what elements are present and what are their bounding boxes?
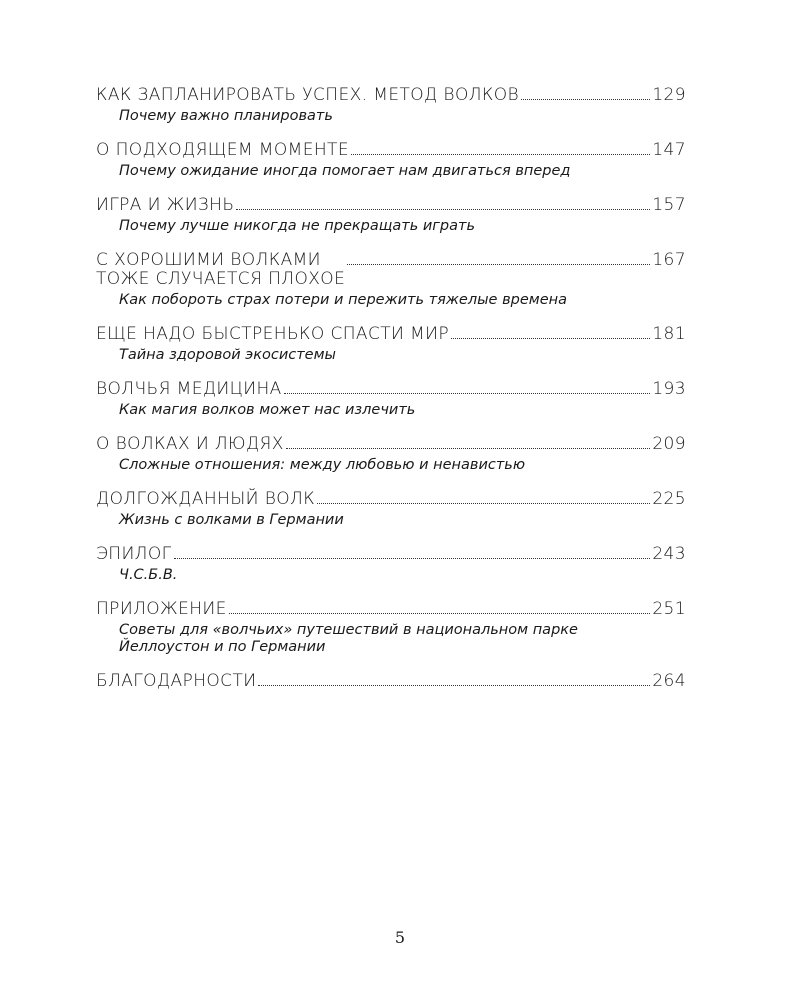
- toc-entry-title: БЛАГОДАРНОСТИ: [96, 671, 257, 691]
- toc-entry-line: [96, 672, 686, 691]
- toc-entry-line: [96, 86, 686, 105]
- toc-entry-line: [96, 196, 686, 215]
- toc-entry-subtitle: Жизнь с волками в Германии: [119, 512, 344, 528]
- toc-entry-line: [96, 435, 686, 454]
- toc-page-number: 181: [652, 324, 686, 344]
- toc-entry-title: О ВОЛКАХ И ЛЮДЯХ: [96, 434, 284, 454]
- toc-entry-subtitle: Как побороть страх потери и пережить тяжелые времена: [119, 292, 567, 308]
- toc-entry: [96, 86, 686, 125]
- toc-page-number: 209: [652, 434, 686, 454]
- dot-leader: [236, 209, 650, 210]
- toc-entry-line: [96, 380, 686, 399]
- toc-entry-title: ЕЩЕ НАДО БЫСТРЕНЬКО СПАСТИ МИР: [96, 324, 450, 344]
- dot-leader: [229, 613, 651, 614]
- toc-entry: [96, 141, 686, 180]
- toc-entry-title: ИГРА И ЖИЗНЬ: [96, 195, 235, 215]
- toc-entry: [96, 545, 686, 584]
- toc-entry-line: [96, 490, 686, 509]
- toc-page-number: 147: [652, 140, 686, 160]
- toc-entry: [96, 490, 686, 529]
- dot-leader: [317, 503, 650, 504]
- toc-entry-subtitle: Ч.С.Б.В.: [119, 567, 178, 583]
- toc-page-number: 129: [652, 85, 686, 105]
- toc-entry: [96, 672, 686, 691]
- dot-leader: [451, 338, 650, 339]
- toc-entry-line: [96, 251, 686, 289]
- toc-entry-line: [96, 141, 686, 160]
- toc-entry-line: [96, 600, 686, 619]
- toc-entry-subtitle: Сложные отношения: между любовью и ненавистью: [119, 457, 526, 473]
- toc-entry-title: ПРИЛОЖЕНИЕ: [96, 599, 227, 619]
- toc-entry-line: [96, 545, 686, 564]
- toc-entry-subtitle: Как магия волков может нас излечить: [119, 402, 416, 418]
- toc-entry-subtitle: Почему важно планировать: [119, 108, 333, 124]
- dot-leader: [521, 99, 650, 100]
- toc-page-number: 251: [652, 599, 686, 619]
- toc-entry: [96, 251, 686, 309]
- dot-leader: [284, 393, 651, 394]
- toc-entry: [96, 380, 686, 419]
- dot-leader: [351, 154, 650, 155]
- toc-entry: [96, 325, 686, 364]
- toc-page-number: 167: [652, 250, 686, 270]
- toc-entry-subtitle: Тайна здоровой экосистемы: [119, 347, 336, 363]
- toc-page-number: 264: [652, 671, 686, 691]
- dot-leader: [174, 558, 651, 559]
- toc-entry: [96, 196, 686, 235]
- dot-leader: [286, 448, 651, 449]
- toc-entry-title: КАК ЗАПЛАНИРОВАТЬ УСПЕХ. МЕТОД ВОЛКОВ: [96, 85, 520, 105]
- toc-entry: [96, 600, 686, 656]
- toc-page-number: 193: [652, 379, 686, 399]
- toc-entry-subtitle: Почему лучше никогда не прекращать играть: [119, 218, 476, 234]
- toc-entry-title: ВОЛЧЬЯ МЕДИЦИНА: [96, 379, 282, 399]
- toc-entry-line: [96, 325, 686, 344]
- toc-page-number: 243: [652, 544, 686, 564]
- toc-entry-subtitle: Почему ожидание иногда помогает нам двигаться вперед: [119, 163, 571, 179]
- table-of-contents: [96, 86, 686, 707]
- toc-entry: [96, 435, 686, 474]
- toc-entry-title: О ПОДХОДЯЩЕМ МОМЕНТЕ: [96, 140, 349, 160]
- toc-entry-title: С ХОРОШИМИ ВОЛКАМИ ТОЖЕ СЛУЧАЕТСЯ ПЛОХОЕ: [96, 250, 346, 289]
- toc-page-number: 225: [652, 489, 686, 509]
- toc-entry-title: ЭПИЛОГ: [96, 544, 172, 564]
- dot-leader: [258, 685, 650, 686]
- page-number: 5: [394, 928, 406, 947]
- toc-entry-title: ДОЛГОЖДАННЫЙ ВОЛК: [96, 489, 316, 509]
- toc-page-number: 157: [652, 195, 686, 215]
- dot-leader: [347, 264, 650, 265]
- toc-entry-subtitle: Советы для «волчьих» путешествий в национальном парке Йеллоустон и по Германии: [119, 622, 578, 655]
